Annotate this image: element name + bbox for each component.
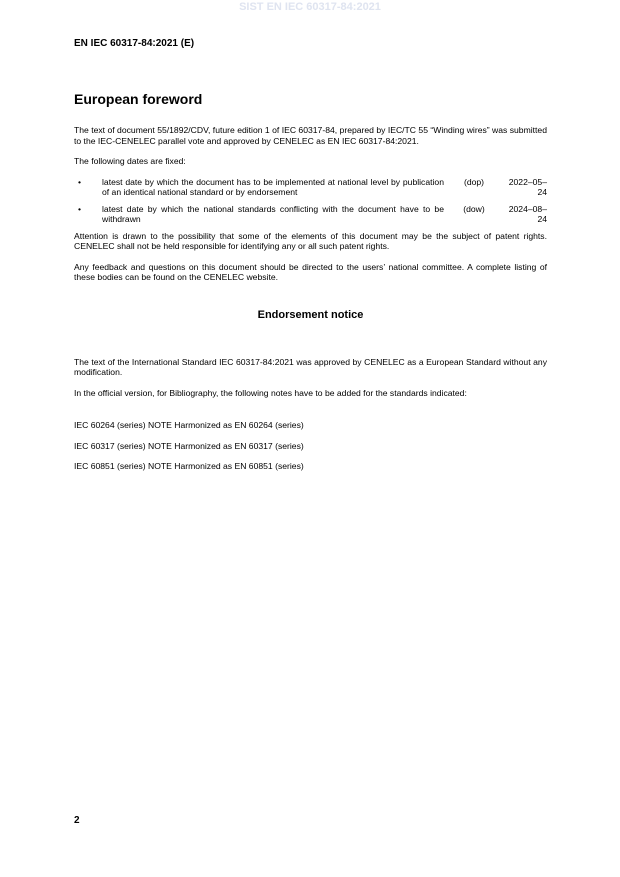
endorsement-title: Endorsement notice <box>257 308 364 321</box>
foreword-title: European foreword <box>74 91 203 107</box>
date-code: (dow) <box>463 203 485 214</box>
bullet: • <box>78 203 82 214</box>
bullet: • <box>78 176 82 187</box>
bibliography-note: IEC 60851 (series) NOTE Harmonized as EN 60851 (series) <box>74 461 304 471</box>
watermark: SIST EN IEC 60317-84:2021 <box>239 1 381 13</box>
bibliography-notes <box>74 420 547 472</box>
endorsement-text: The text of the International Standard IEC 60317-84:2021 was approved by CENELEC as a European Standard without any modification. <box>74 356 547 377</box>
feedback-paragraph: Any feedback and questions on this document should be directed to the users’ national committee. A complete listing of these bodies can be found on the CENELEC website. <box>74 261 547 282</box>
page-number: 2 <box>74 815 80 826</box>
bibliography-note: IEC 60264 (series) NOTE Harmonized as EN 60264 (series) <box>74 420 304 430</box>
date-item <box>74 204 547 225</box>
foreword-intro: The text of document 55/1892/CDV, future edition 1 of IEC 60317-84, prepared by IEC/TC 55 “Winding wires” was submitted to the IEC-CENELEC parallel vote and approved by CENELEC as EN IEC 60317-84:2021. <box>74 125 547 146</box>
date-value: 2024–08–24 <box>508 203 547 224</box>
date-description: latest date by which the national standards conflicting with the document have to be withdrawn <box>102 203 444 224</box>
bibliography-note: IEC 60317 (series) NOTE Harmonized as EN 60317 (series) <box>74 440 304 451</box>
document-id-header: EN IEC 60317-84:2021 (E) <box>74 38 195 49</box>
date-value: 2022–05–24 <box>508 176 547 197</box>
date-description: latest date by which the document has to be implemented at national level by publication of an identical national standard or by endorsement <box>102 176 444 197</box>
patent-attention: Attention is drawn to the possibility that some of the elements of this document may be the subject of patent rights. CENELEC shall not be held responsible for identifying any or all such patent rights. <box>74 230 547 251</box>
page-content <box>74 90 547 482</box>
dates-list <box>74 177 547 225</box>
dates-intro: The following dates are fixed: <box>74 156 186 166</box>
date-item <box>74 177 547 198</box>
date-code: (dop) <box>463 176 485 187</box>
bibliography-intro: In the official version, for Bibliography, the following notes have to be added for the standards indicated: <box>74 387 467 398</box>
